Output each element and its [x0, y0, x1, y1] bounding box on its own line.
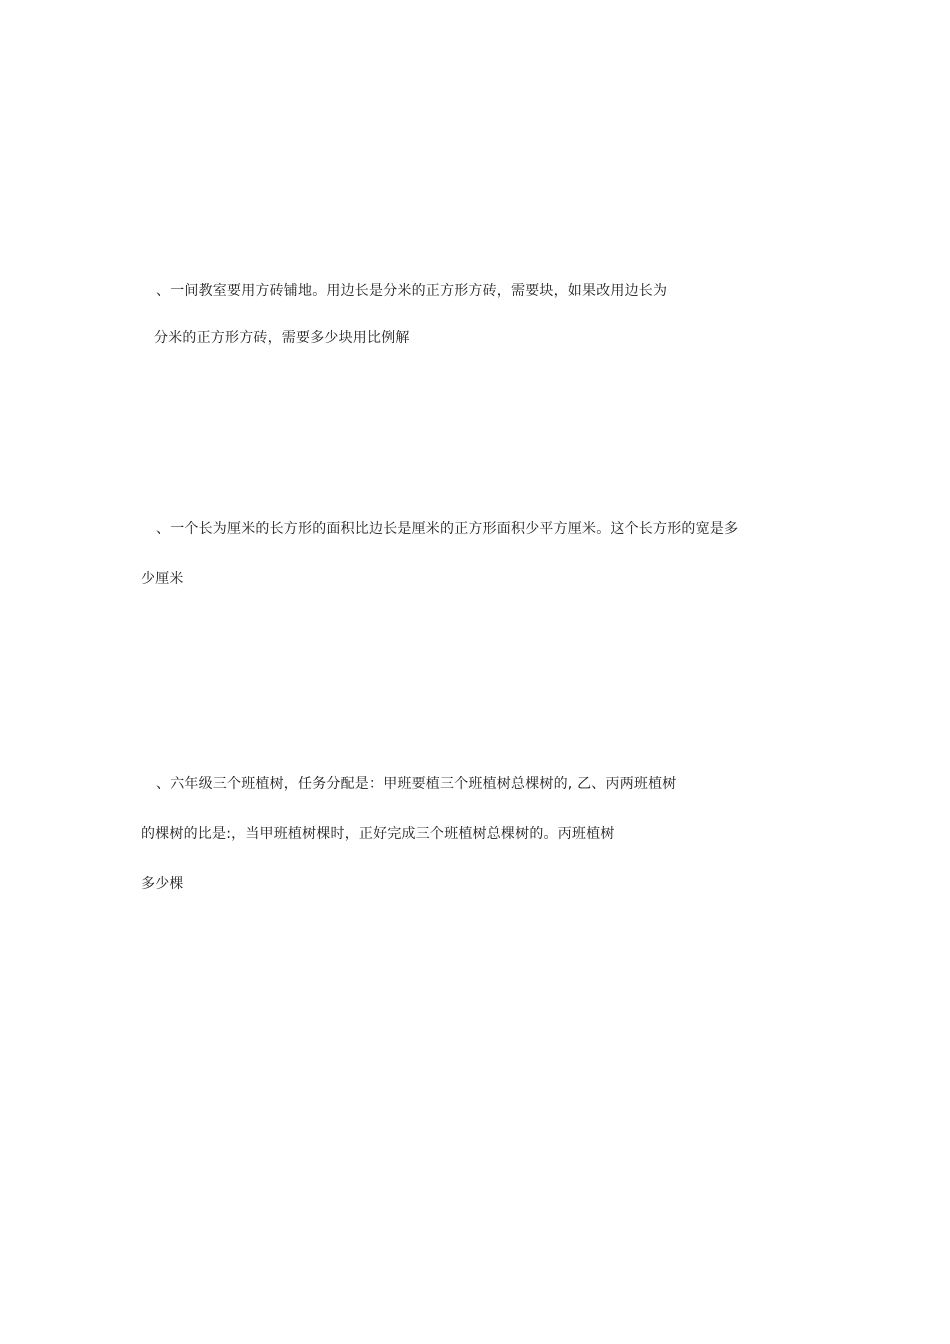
question-1-line-1: 、一间教室要用方砖铺地。用边长是分米的正方形方砖，需要块，如果改用边长为	[156, 283, 668, 299]
question-2-line-2: 少厘米	[141, 571, 184, 587]
question-1-line-2: 分米的正方形方砖，需要多少块用比例解	[154, 330, 410, 346]
question-3-line-1: 、六年级三个班植树，任务分配是：甲班要植三个班植树总棵树的, 乙、丙两班植树	[156, 776, 677, 792]
question-3-line-3: 多少棵	[141, 876, 184, 892]
question-3-line-2: 的棵树的比是:，当甲班植树棵时，正好完成三个班植树总棵树的。丙班植树	[141, 826, 615, 842]
question-2-line-1: 、一个长为厘米的长方形的面积比边长是厘米的正方形面积少平方厘米。这个长方形的宽是多	[156, 521, 739, 537]
